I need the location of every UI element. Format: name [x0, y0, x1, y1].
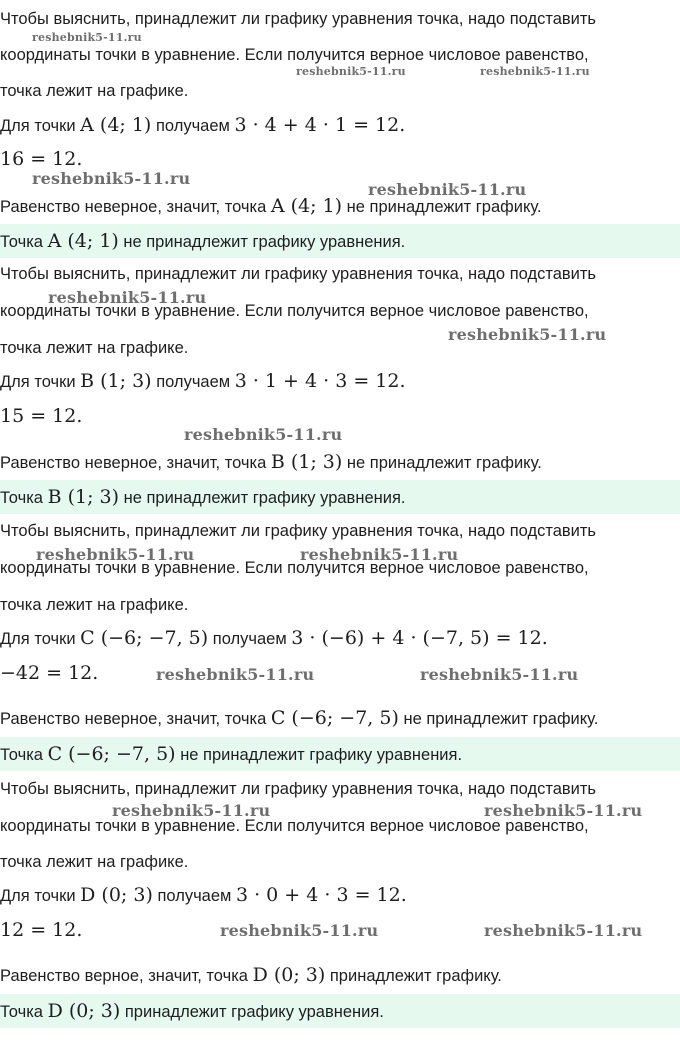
result-line: [0, 148, 680, 171]
watermark: reshebnik5-11.ru: [48, 288, 207, 307]
calc-expression: 3 · (−6) + 4 · (−7, 5) = 12.: [291, 627, 548, 649]
verdict-line: [0, 707, 680, 730]
point-label: A (4; 1): [80, 114, 152, 136]
conclusion-suffix: не принадлежит графику уравнения.: [123, 233, 406, 251]
calc-line: [0, 114, 680, 137]
conclusion-prefix: Точка: [0, 1003, 43, 1021]
watermark: reshebnik5-11.ru: [296, 65, 406, 78]
conclusion-prefix: Точка: [0, 746, 43, 764]
verdict-suffix: не принадлежит графику.: [346, 454, 542, 472]
point-label: C (−6; −7, 5): [270, 707, 399, 729]
point-label: B (1; 3): [47, 486, 120, 508]
calc-prefix: Для точки: [0, 373, 76, 391]
conclusion-line: [0, 737, 680, 771]
intro-line-3: точка лежит на графике.: [0, 339, 189, 357]
result-expression: −42 = 12.: [0, 662, 99, 684]
calc-prefix: Для точки: [0, 117, 76, 135]
calc-mid: получаем: [155, 117, 230, 135]
point-label: D (0; 3): [252, 964, 326, 986]
watermark: reshebnik5-11.ru: [36, 545, 195, 564]
verdict-suffix: принадлежит графику.: [329, 967, 502, 985]
intro-line-1: Чтобы выяснить, принадлежит ли графику уравнения точка, надо подставить: [0, 10, 597, 28]
verdict-prefix: Равенство неверное, значит, точка: [0, 454, 267, 472]
watermark: reshebnik5-11.ru: [368, 180, 527, 199]
intro-line-2: координаты точки в уравнение. Если получится верное числовое равенство,: [0, 817, 589, 835]
result-expression: 12 = 12.: [0, 919, 83, 941]
watermark: reshebnik5-11.ru: [184, 425, 343, 444]
calc-expression: 3 · 1 + 4 · 3 = 12.: [234, 370, 406, 392]
calc-expression: 3 · 4 + 4 · 1 = 12.: [234, 114, 406, 136]
intro-line-1: Чтобы выяснить, принадлежит ли графику уравнения точка, надо подставить: [0, 780, 597, 798]
intro-line-2: координаты точки в уравнение. Если получится верное числовое равенство,: [0, 46, 589, 64]
intro-line-2: координаты точки в уравнение. Если получится верное числовое равенство,: [0, 559, 589, 577]
verdict-line: [0, 451, 680, 474]
result-expression: 16 = 12.: [0, 148, 83, 170]
conclusion-suffix: не принадлежит графику уравнения.: [180, 746, 463, 764]
calc-prefix: Для точки: [0, 630, 76, 648]
verdict-suffix: не принадлежит графику.: [403, 710, 599, 728]
verdict-prefix: Равенство верное, значит, точка: [0, 967, 248, 985]
verdict-prefix: Равенство неверное, значит, точка: [0, 710, 267, 728]
verdict-prefix: Равенство неверное, значит, точка: [0, 198, 267, 216]
verdict-suffix: не принадлежит графику.: [346, 198, 542, 216]
conclusion-line: [0, 994, 680, 1028]
calc-line: [0, 370, 680, 393]
point-label: A (4; 1): [270, 195, 343, 217]
watermark: reshebnik5-11.ru: [156, 665, 315, 684]
calc-line: [0, 627, 680, 650]
intro-line-2: координаты точки в уравнение. Если получится верное числовое равенство,: [0, 302, 589, 320]
point-label: B (1; 3): [80, 370, 152, 392]
watermark: reshebnik5-11.ru: [484, 801, 643, 820]
watermark: reshebnik5-11.ru: [220, 921, 379, 940]
point-label: C (−6; −7, 5): [80, 627, 209, 649]
conclusion-suffix: принадлежит графику уравнения.: [124, 1003, 384, 1021]
calc-expression: 3 · 0 + 4 · 3 = 12.: [235, 884, 407, 906]
point-label: A (4; 1): [47, 230, 119, 252]
conclusion-prefix: Точка: [0, 233, 43, 251]
intro-line-3: точка лежит на графике.: [0, 82, 189, 100]
watermark: reshebnik5-11.ru: [484, 921, 643, 940]
calc-mid: получаем: [157, 887, 232, 905]
verdict-line: [0, 195, 680, 218]
watermark: reshebnik5-11.ru: [32, 169, 191, 188]
watermark: reshebnik5-11.ru: [112, 801, 271, 820]
verdict-line: [0, 964, 680, 987]
point-label: D (0; 3): [47, 1000, 121, 1022]
conclusion-line: [0, 224, 680, 258]
watermark: reshebnik5-11.ru: [32, 31, 142, 44]
watermark: reshebnik5-11.ru: [300, 545, 459, 564]
intro-line-1: Чтобы выяснить, принадлежит ли графику уравнения точка, надо подставить: [0, 522, 597, 540]
intro-line-1: Чтобы выяснить, принадлежит ли графику уравнения точка, надо подставить: [0, 265, 597, 283]
conclusion-line: [0, 480, 680, 514]
intro-line-3: точка лежит на графике.: [0, 853, 189, 871]
calc-mid: получаем: [156, 373, 231, 391]
point-label: C (−6; −7, 5): [47, 743, 176, 765]
calc-line: [0, 884, 680, 907]
calc-prefix: Для точки: [0, 887, 76, 905]
watermark: reshebnik5-11.ru: [480, 65, 590, 78]
intro-line-3: точка лежит на графике.: [0, 596, 189, 614]
watermark: reshebnik5-11.ru: [448, 325, 607, 344]
point-label: B (1; 3): [270, 451, 343, 473]
calc-mid: получаем: [212, 630, 287, 648]
point-label: D (0; 3): [80, 884, 153, 906]
watermark: reshebnik5-11.ru: [420, 665, 579, 684]
conclusion-prefix: Точка: [0, 489, 43, 507]
conclusion-suffix: не принадлежит графику уравнения.: [123, 489, 406, 507]
result-expression: 15 = 12.: [0, 405, 83, 427]
